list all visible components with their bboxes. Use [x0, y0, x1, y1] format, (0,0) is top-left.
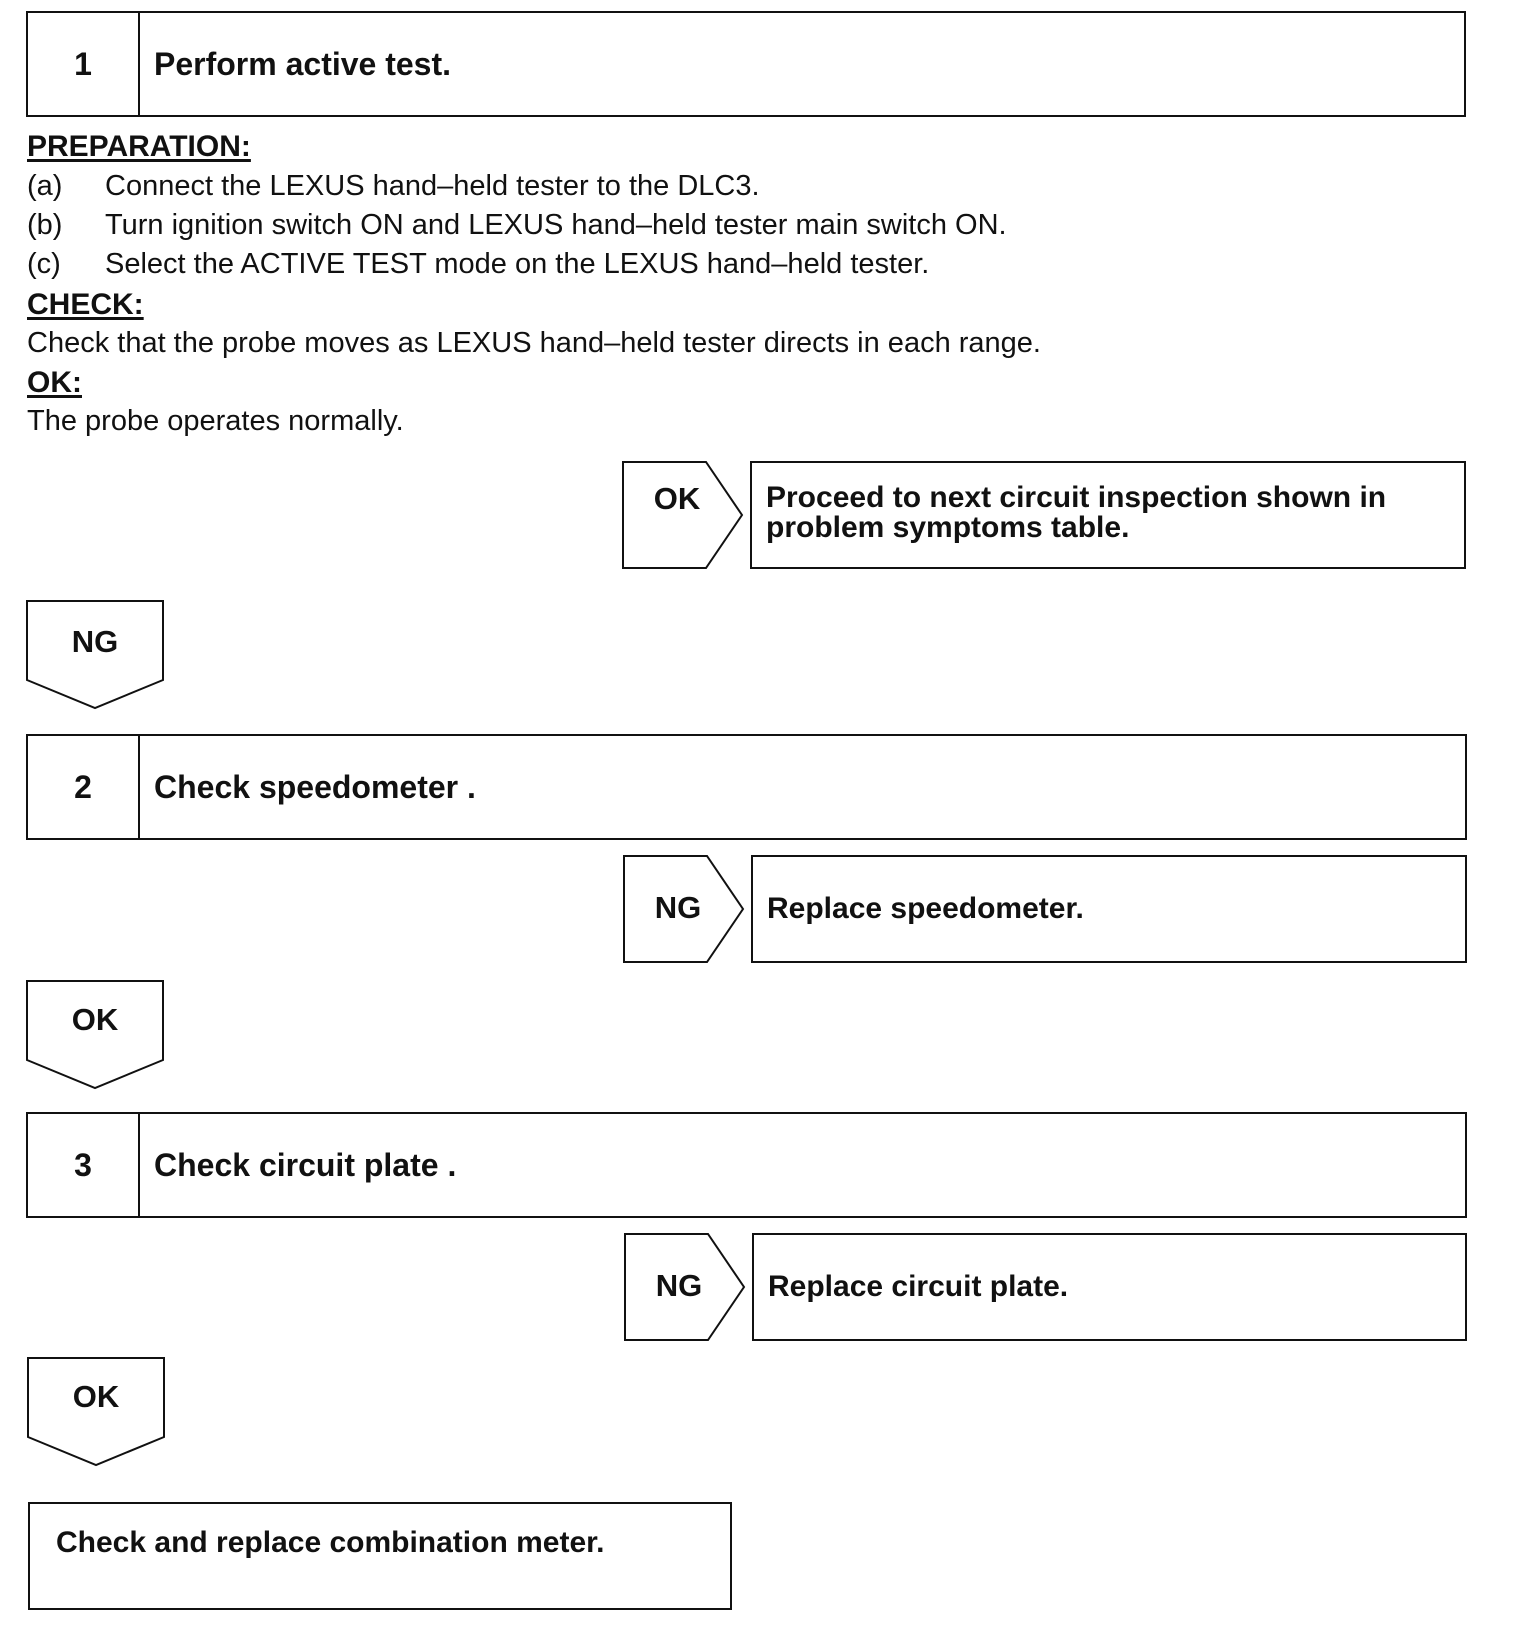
arrow-label: OK	[653, 481, 701, 516]
preparation-item-b	[27, 209, 1007, 242]
step-number: 1	[28, 13, 140, 115]
check-text: Check that the probe moves as LEXUS hand–held tester directs in each range.	[27, 327, 1041, 359]
arrow-label: OK	[72, 1379, 120, 1414]
step-3-header	[26, 1112, 1467, 1218]
result-text: Replace speedometer.	[767, 892, 1084, 925]
result-line-2: problem symptoms table.	[766, 511, 1130, 544]
item-text: Select the ACTIVE TEST mode on the LEXUS hand–held tester.	[105, 248, 930, 280]
ok-arrow-down	[26, 980, 164, 1090]
final-action-box	[28, 1502, 732, 1610]
step-1-header	[26, 11, 1466, 117]
item-label: (c)	[27, 248, 61, 280]
arrow-label: NG	[655, 1268, 703, 1303]
ok-text: The probe operates normally.	[27, 405, 404, 437]
result-text: Replace circuit plate.	[768, 1270, 1069, 1303]
result-line-1: Proceed to next circuit inspection shown in	[766, 481, 1387, 514]
step-title: Check speedometer .	[154, 768, 476, 805]
item-label: (a)	[27, 170, 63, 202]
step-number: 2	[28, 736, 140, 838]
ng-arrow-down	[26, 600, 164, 710]
result-box-replace-speedometer	[751, 855, 1467, 963]
check-heading: CHECK:	[27, 288, 144, 321]
preparation-item-a	[27, 170, 760, 203]
arrow-label: OK	[71, 1002, 119, 1037]
result-box-replace-circuit-plate	[752, 1233, 1467, 1341]
final-text: Check and replace combination meter.	[56, 1526, 605, 1559]
preparation-item-c	[27, 248, 929, 281]
arrow-label: NG	[71, 624, 119, 659]
item-text: Connect the LEXUS hand–held tester to the DLC3.	[105, 170, 760, 202]
preparation-heading: PREPARATION:	[27, 130, 251, 163]
result-box-proceed	[750, 461, 1466, 569]
step-title: Check circuit plate .	[154, 1146, 457, 1183]
step-title: Perform active test.	[154, 45, 452, 82]
ng-arrow-right	[623, 855, 747, 963]
item-label: (b)	[27, 209, 63, 241]
step-2-header	[26, 734, 1467, 840]
step-number: 3	[28, 1114, 140, 1216]
item-text: Turn ignition switch ON and LEXUS hand–held tester main switch ON.	[105, 209, 1007, 241]
ok-heading: OK:	[27, 366, 82, 399]
ok-arrow-down	[27, 1357, 165, 1467]
ng-arrow-right	[624, 1233, 748, 1341]
arrow-label: NG	[654, 890, 702, 925]
ok-arrow-right	[622, 461, 746, 569]
